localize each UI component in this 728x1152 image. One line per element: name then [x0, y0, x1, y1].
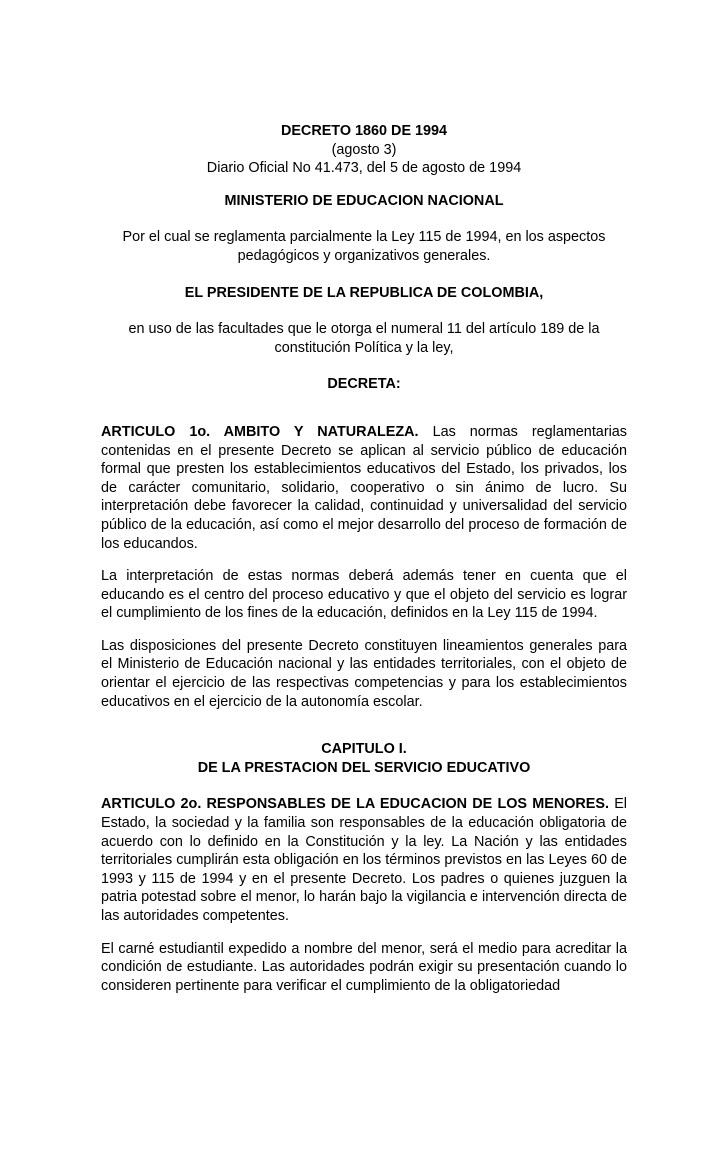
chapter-title: DE LA PRESTACION DEL SERVICIO EDUCATIVO	[197, 759, 531, 776]
diario-oficial: Diario Oficial No 41.473, del 5 de agosto de 1994	[206, 160, 522, 177]
document-page	[0, 122, 728, 1152]
ministry-name: MINISTERIO DE EDUCACION NACIONAL	[224, 192, 504, 209]
decreta-heading: DECRETA:	[327, 376, 401, 393]
decree-title: DECRETO 1860 DE 1994	[280, 123, 448, 139]
article-1-text: Las normas reglamentarias contenidas en el presente Decreto se aplican al servicio público de educación formal que presten los establecimientos educativos del Estado, los privados, los de carácter comunitario, solidario, cooperativo o sin ánimo de lucro. Su interpretación debe favorecer la calidad, continuidad y universalidad del servicio público de la educación, así como el mejor desarrollo del proceso de formación de los educandos.	[101, 423, 628, 552]
decree-date: (agosto 3)	[331, 141, 397, 158]
article-2-heading: ARTICULO 2o. RESPONSABLES DE LA EDUCACION DE LOS MENORES.	[101, 796, 609, 813]
president-line: EL PRESIDENTE DE LA REPUBLICA DE COLOMBIA,	[184, 284, 544, 301]
article-2-text: El Estado, la sociedad y la familia son responsables de la educación obligatoria de acuerdo con lo definido en la Constitución y la ley. La Nación y las entidades territoriales cumplirán esta obligación en los términos previstos en las Leyes 60 de 1993 y 115 de 1994 y en el presente Decreto. Los padres o quienes juzguen la patria potestad sobre el menor, lo harán bajo la vigilancia e intervención directa de las autoridades competentes.	[101, 796, 627, 924]
article-2-paragraph-1	[101, 795, 627, 925]
article-1-heading: ARTICULO 1o. AMBITO Y NATURALEZA.	[101, 423, 419, 440]
decree-purpose: Por el cual se reglamenta parcialmente la Ley 115 de 1994, en los aspectos pedagógicos y organizativos generales.	[122, 229, 606, 264]
article-2-paragraph-2: El carné estudiantil expedido a nombre del menor, será el medio para acreditar la condición de estudiante. Las autoridades podrán exigir su presentación cuando lo consideren pertinente para verificar el cumplimiento de la obligatoriedad	[101, 940, 627, 994]
article-1-paragraph-3: Las disposiciones del presente Decreto constituyen lineamientos generales para el Ministerio de Educación nacional y las entidades territoriales, con el objeto de orientar el ejercicio de las respectivas competencias y para los establecimientos educativos en el ejercicio de la autonomía escolar.	[101, 637, 627, 710]
chapter-number: CAPITULO I.	[321, 741, 407, 758]
article-1-paragraph-1	[101, 423, 627, 553]
faculties-text: en uso de las facultades que le otorga el numeral 11 del artículo 189 de la constitución Política y la ley,	[128, 321, 600, 356]
article-1-paragraph-2: La interpretación de estas normas deberá además tener en cuenta que el educando es el centro del proceso educativo y que el objeto del servicio es lograr el cumplimiento de los fines de la educación, definidos en la Ley 115 de 1994.	[101, 568, 627, 622]
